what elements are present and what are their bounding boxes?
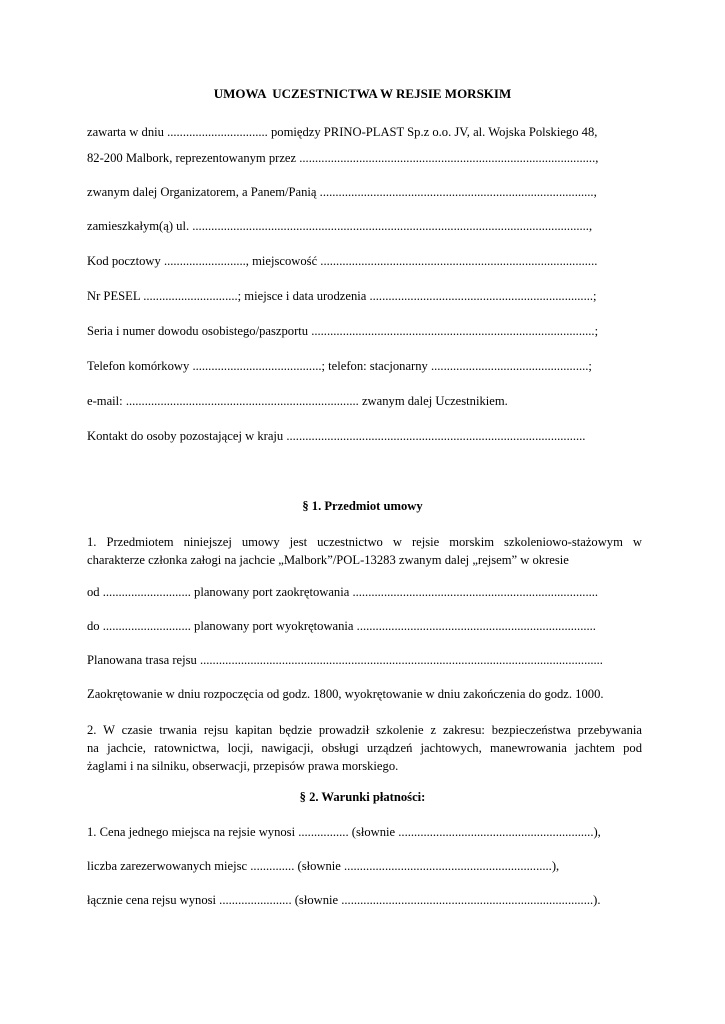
- intro-line-pesel: Nr PESEL ..............................; miejsce i data urodzenia .......................................................................;: [87, 289, 597, 303]
- intro-line-date-parties: zawarta w dniu ................................ pomiędzy PRINO-PLAST Sp.z o.o. JV, al. Wojska Polskiego 48,: [87, 125, 598, 139]
- section1-route-line: Planowana trasa rejsu ................................................................................................................................: [87, 653, 603, 667]
- intro-line-email: e-mail: .......................................................................... zwanym dalej Uczestnikiem.: [87, 394, 508, 408]
- section1-paragraph2-line2: na jachcie, ratownictwa, locji, nawigacji, obsługi urządzeń jachtowych, manewrowania jachtem pod: [87, 741, 642, 755]
- intro-line-phones: Telefon komórkowy .........................................; telefon: stacjonarny ..................................................;: [87, 359, 592, 373]
- section1-boarding-hours-line: Zaokrętowanie w dniu rozpoczęcia od godz. 1800, wyokrętowanie w dniu zakończenia do godz. 1000.: [87, 687, 604, 701]
- intro-line-address: zamieszkałym(ą) ul. ..............................................................................................................................,: [87, 219, 593, 233]
- intro-line-representative: 82-200 Malbork, reprezentowanym przez ..............................................................................................,: [87, 151, 599, 165]
- section1-to-line: do ............................ planowany port wyokrętowania ............................................................................: [87, 619, 596, 633]
- intro-line-participant-name: zwanym dalej Organizatorem, a Panem/Panią .......................................................................................,: [87, 185, 597, 199]
- section1-from-line: od ............................ planowany port zaokrętowania ..............................................................................: [87, 585, 599, 599]
- section1-paragraph2-line1: 2. W czasie trwania rejsu kapitan będzie prowadził szkolenie z zakresu: bezpieczeństwa przebywania: [87, 723, 642, 737]
- section2-price-per-place-line: 1. Cena jednego miejsca na rejsie wynosi ................ (słownie ..............................................................),: [87, 825, 601, 839]
- section1-paragraph1-line2: charakterze członka załogi na jachcie „Malbork”/POL-13283 zwanym dalej „rejsem” w okresie: [87, 553, 569, 567]
- section1-paragraph1-line1: 1. Przedmiotem niniejszej umowy jest uczestnictwo w rejsie morskim szkoleniowo-stażowym w: [87, 535, 642, 549]
- section2-heading: § 2. Warunki płatności:: [299, 790, 426, 804]
- intro-line-emergency-contact: Kontakt do osoby pozostającej w kraju ...............................................................................................: [87, 429, 586, 443]
- document-title: UMOWA UCZESTNICTWA W REJSIE MORSKIM: [213, 86, 512, 101]
- section1-heading: § 1. Przedmiot umowy: [302, 499, 423, 513]
- intro-line-postal-city: Kod pocztowy .........................., miejscowość ........................................................................................: [87, 254, 598, 268]
- intro-line-id-document: Seria i numer dowodu osobistego/paszportu ..........................................................................................;: [87, 324, 599, 338]
- section2-reserved-places-line: liczba zarezerwowanych miejsc .............. (słownie ..................................................................),: [87, 859, 560, 873]
- section2-total-price-line: łącznie cena rejsu wynosi ....................... (słownie ................................................................................).: [87, 893, 601, 907]
- section1-paragraph2-line3: żaglami i na silniku, obserwacji, przepisów prawa morskiego.: [87, 759, 399, 773]
